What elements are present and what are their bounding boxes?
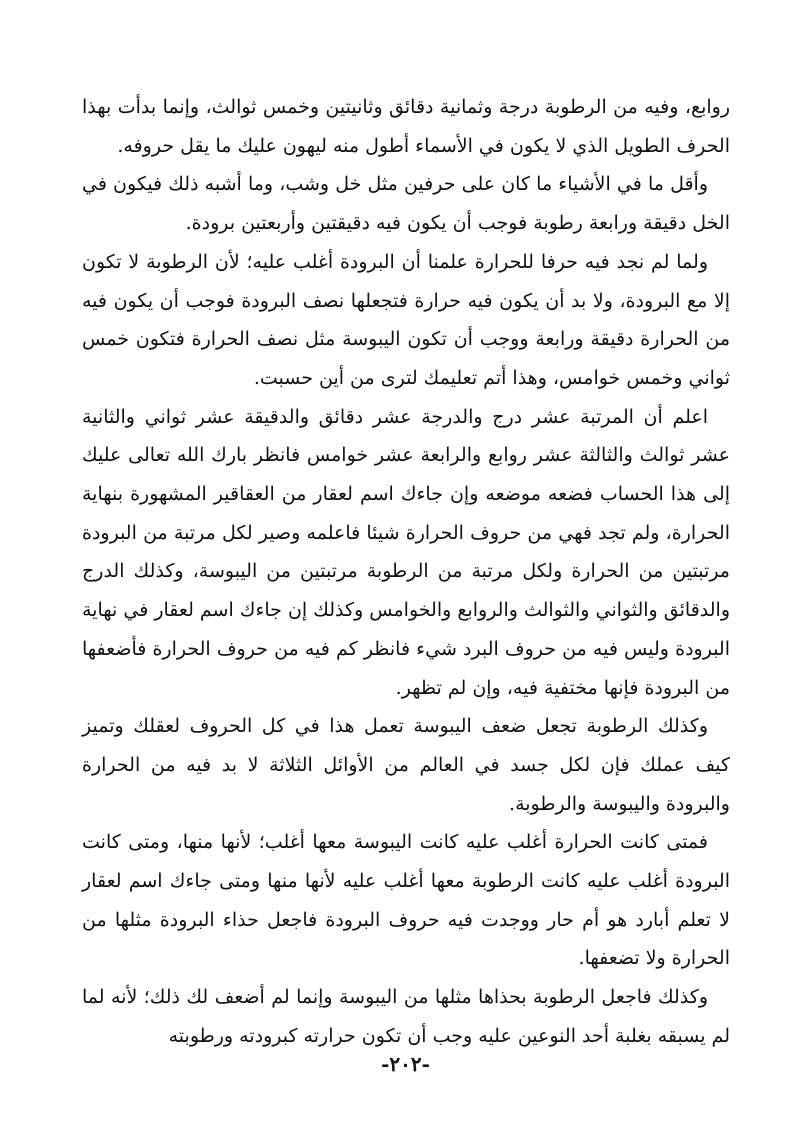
paragraph: روابع، وفيه من الرطوبة درجة وثمانية دقائق وثانيتين وخمس ثوالث، وإنما بدأت بهذا الحرف الطويل الذي لا يكون في الأسماء أطول منه ليهون عليك ما يقل حروفه. bbox=[82, 96, 730, 157]
paragraph: وكذلك الرطوبة تجعل ضعف اليبوسة تعمل هذا في كل الحروف لعقلك وتميز كيف عملك فإن لكل جسد في العالم من الأوائل الثلاثة لا بد فيه من الحرارة والبرودة واليبوسة والرطوبة. bbox=[82, 715, 730, 815]
page-body bbox=[82, 88, 730, 1056]
paragraph: وأقل ما في الأشياء ما كان على حرفين مثل خل وشب، وما أشبه ذلك فيكون في الخل دقيقة ورابعة رطوبة فوجب أن يكون فيه دقيقتين وأربعتين برودة. bbox=[82, 173, 730, 235]
paragraph: ولما لم نجد فيه حرفا للحرارة علمنا أن البرودة أغلب عليه؛ لأن الرطوبة لا تكون إلا مع البرودة، ولا بد أن يكون فيه حرارة فتجعلها نصف البرودة فوجب أن يكون فيه من الحرارة دقيقة ورابعة ووجب أن تكون اليبوسة مثل نصف الحرارة فتكون خمس ثواني وخمس خوامس، وهذا أتم تعليمك لترى من أين حسبت. bbox=[82, 250, 730, 389]
paragraph: وكذلك فاجعل الرطوبة بحذاها مثلها من اليبوسة وإنما لم أضعف لك ذلك؛ لأنه لما لم يسبقه بغلبة أحد النوعين عليه وجب أن تكون حرارته كبرودته ورطوبته bbox=[82, 986, 730, 1047]
paragraph: اعلم أن المرتبة عشر درج والدرجة عشر دقائق والدقيقة عشر ثواني والثانية عشر ثوالث والثالثة عشر روابع والرابعة عشر خوامس فانظر بارك الله تعالى عليك إلى هذا الحساب فضعه موضعه وإن جاءك اسم لعقار من العقاقير المشهورة بنهاية الحرارة، ولم تجد فهي من حروف الحرارة شيئا فاعلمه وصير لكل مرتبة من البرودة مرتبتين من الحرارة ولكل مرتبة من الرطوبة مرتبتين من اليبوسة، وكذلك الدرج والدقائق والثواني والثوالث والروابع والخوامس وكذلك إن جاءك اسم لعقار في نهاية البرودة وليس فيه من حروف البرد شيء فانظر كم فيه من حروف الحرارة فأضعفها من البرودة فإنها مختفية فيه، وإن لم تظهر. bbox=[82, 405, 730, 699]
page-number: -٢٠٢- bbox=[381, 1052, 430, 1076]
paragraph: فمتى كانت الحرارة أغلب عليه كانت اليبوسة معها أغلب؛ لأنها منها، ومتى كانت البرودة أغلب عليه كانت الرطوبة معها أغلب عليه لأنها منها ومتى جاءك اسم لعقار لا تعلم أبارد هو أم حار ووجدت فيه حروف البرودة فاجعل حذاء البرودة مثلها من الحرارة ولا تضعفها. bbox=[82, 831, 730, 970]
